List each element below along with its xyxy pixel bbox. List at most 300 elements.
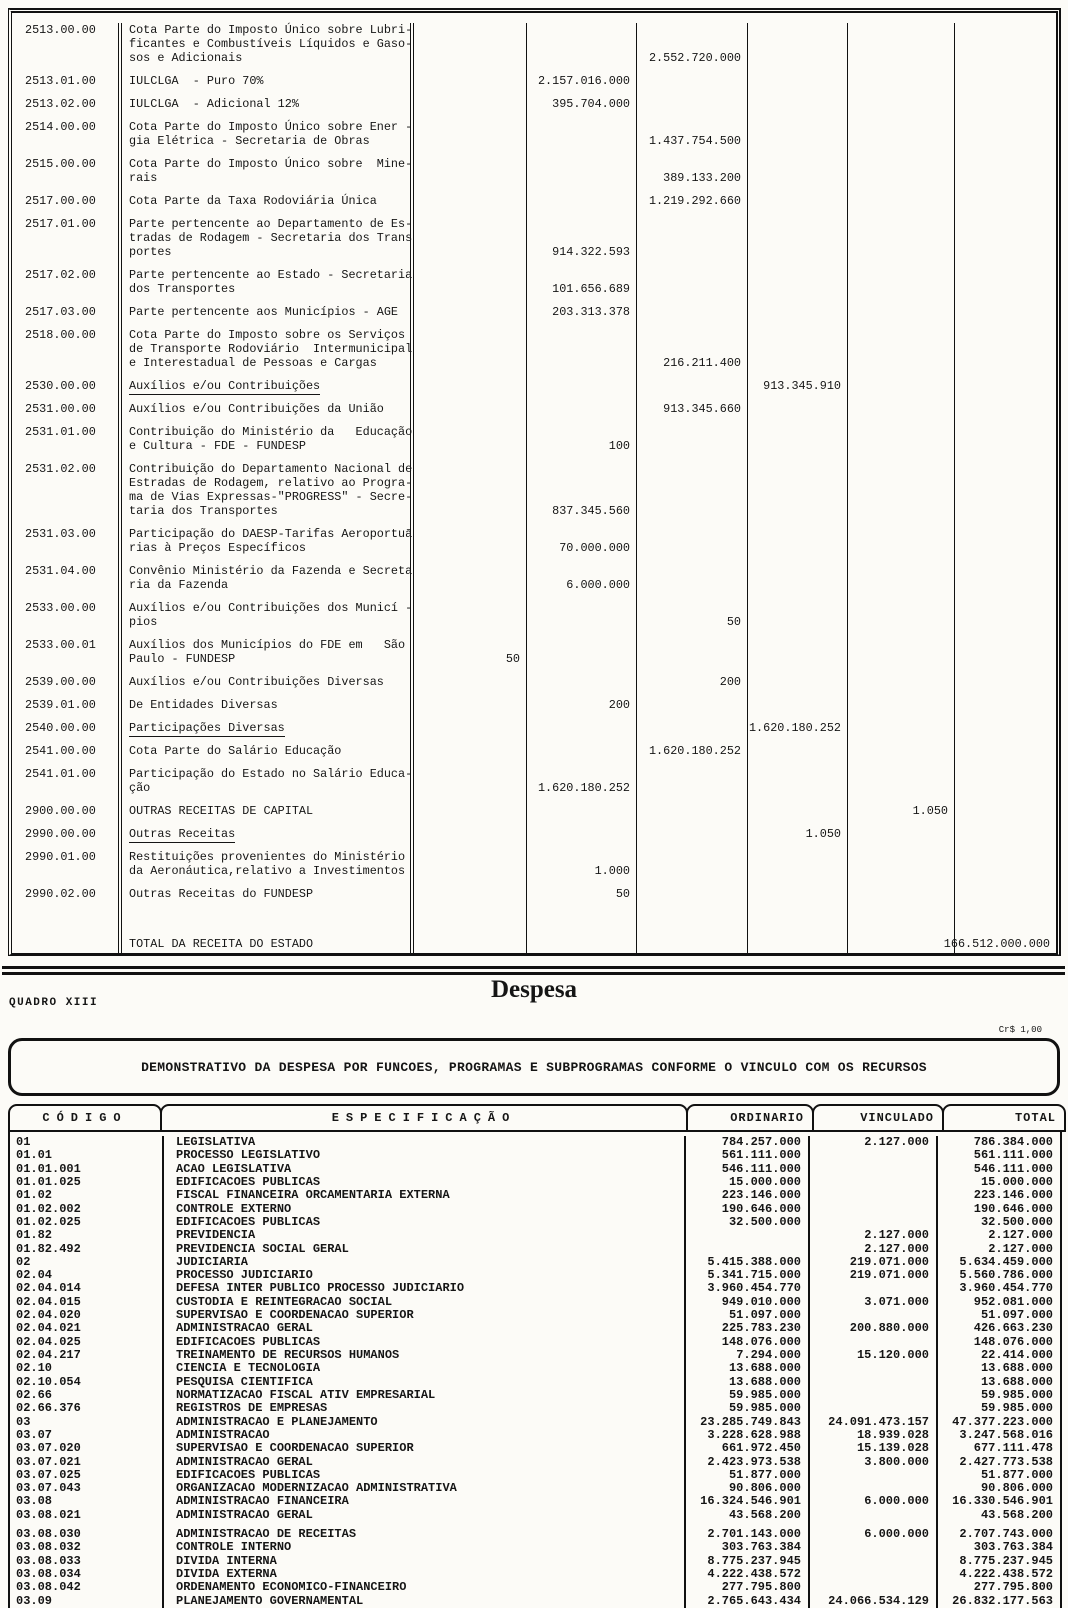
description-cell: [118, 425, 414, 462]
code-cell: [12, 910, 118, 933]
description-line: Parte pertencente ao Departamento de Es-: [129, 217, 413, 231]
amount-cell-col3: [636, 675, 747, 698]
amount-cell-col2: [526, 910, 636, 933]
especificacao-cell: EDIFICACOES PUBLICAS: [162, 1176, 684, 1189]
amount-cell-col2: [526, 120, 636, 157]
amount-cell-col6: [954, 601, 1056, 638]
description-line: dos Transportes: [129, 282, 236, 296]
vinculado-cell: 3.071.000: [808, 1296, 936, 1309]
especificacao-cell: ADMINISTRACAO: [162, 1429, 684, 1442]
code-cell: 2513.00.00: [25, 23, 96, 37]
amount-cell-col2: [526, 887, 636, 910]
amount-cell-col1: [414, 527, 526, 564]
ordinario-cell: 277.795.800: [684, 1581, 808, 1594]
amount-cell-col6: [954, 910, 1056, 933]
amount-cell-col5: [847, 328, 954, 379]
ordinario-cell: 7.294.000: [684, 1349, 808, 1362]
description-cell: [118, 804, 414, 827]
ordinario-cell: 148.076.000: [684, 1336, 808, 1349]
description-line: Parte pertencente ao Estado - Secretaria: [129, 268, 413, 282]
amount-cell-col2: [526, 157, 636, 194]
vinculado-cell: [808, 1509, 936, 1522]
code-cell: 02.04.015: [16, 1294, 81, 1309]
amount-cell-col6: [954, 527, 1056, 564]
vinculado-cell: [808, 1389, 936, 1402]
code-cell: 2531.01.00: [25, 425, 96, 439]
code-cell: 2531.03.00: [25, 527, 96, 541]
especificacao-cell: EDIFICACOES PUBLICAS: [162, 1336, 684, 1349]
total-cell: 952.081.000: [936, 1296, 1060, 1309]
code-cell: 2900.00.00: [25, 804, 96, 818]
amount-cell-col5: [847, 425, 954, 462]
total-cell: 677.111.478: [936, 1442, 1060, 1455]
amount-cell-col4: [747, 97, 847, 120]
amount-cell-col6: [954, 23, 1056, 74]
especificacao-cell: FISCAL FINANCEIRA ORCAMENTARIA EXTERNA: [162, 1189, 684, 1202]
total-cell: 26.832.177.563: [936, 1595, 1060, 1608]
vinculado-cell: 2.127.000: [808, 1229, 936, 1242]
amount-cell-col2: [526, 744, 636, 767]
amount-cell-col3: [636, 268, 747, 305]
amount-cell-col3: [636, 804, 747, 827]
code-cell: 2531.00.00: [25, 402, 96, 416]
amount-cell-col3: [636, 157, 747, 194]
amount-cell-col5: [847, 887, 954, 910]
description-line: [129, 379, 407, 393]
amount-cell-col6: [954, 564, 1056, 601]
description-cell: [118, 910, 414, 933]
description-line: rais: [129, 171, 158, 185]
code-cell: 03.07.025: [16, 1467, 81, 1482]
amount-cell-col5: [847, 217, 954, 268]
description-line: [129, 721, 407, 735]
vinculado-cell: 2.127.000: [808, 1136, 936, 1149]
amount-cell-col6: [954, 425, 1056, 462]
amount-cell-col3: [636, 767, 747, 804]
especificacao-cell: CUSTODIA E REINTEGRACAO SOCIAL: [162, 1296, 684, 1309]
especificacao-cell: SUPERVISAO E COORDENACAO SUPERIOR: [162, 1442, 684, 1455]
amount-cell-col6: [954, 402, 1056, 425]
description-line: Participação do DAESP-Tarifas Aeroportuā: [129, 527, 413, 541]
description-line: da Aeronáutica,relativo a Investimentos: [129, 864, 406, 878]
code-cell: 03.08.021: [16, 1507, 81, 1522]
amount-value: 50: [726, 615, 741, 629]
underlined-text: Outras Receitas: [129, 827, 236, 841]
amount-cell-col3: [636, 97, 747, 120]
code-cell: 01.01.001: [16, 1161, 81, 1176]
amount-cell-col4: [747, 425, 847, 462]
vinculado-cell: 6.000.000: [808, 1522, 936, 1541]
total-cell: 5.634.459.000: [936, 1256, 1060, 1269]
amount-cell-col6: [954, 767, 1056, 804]
description-line: Parte pertencente aos Municípios - AGE: [129, 305, 399, 319]
amount-cell-col1: [414, 827, 526, 850]
description-line: Contribuição do Ministério da Educação: [129, 425, 413, 439]
total-cell: 8.775.237.945: [936, 1555, 1060, 1568]
amount-cell-col4: [747, 462, 847, 527]
especificacao-cell: JUDICIARIA: [162, 1256, 684, 1269]
amount-cell-col2: [526, 328, 636, 379]
code-cell: 2515.00.00: [25, 157, 96, 171]
code-cell: 2517.00.00: [25, 194, 96, 208]
amount-cell-col4: [747, 305, 847, 328]
amount-cell-col6: [954, 217, 1056, 268]
vinculado-cell: 219.071.000: [808, 1269, 936, 1282]
amount-cell-col4: [747, 74, 847, 97]
ordinario-cell: 32.500.000: [684, 1216, 808, 1229]
vinculado-cell: 2.127.000: [808, 1243, 936, 1256]
amount-cell-col4: [747, 698, 847, 721]
vinculado-cell: [808, 1568, 936, 1581]
amount-cell-col6: [954, 120, 1056, 157]
amount-value: 1.620.180.252: [537, 781, 630, 795]
ordinario-cell: 59.985.000: [684, 1389, 808, 1402]
especificacao-cell: ACAO LEGISLATIVA: [162, 1163, 684, 1176]
description-line: Estradas de Rodagem, relativo ao Progra-: [129, 476, 413, 490]
vinculado-cell: [808, 1402, 936, 1415]
total-cell: 277.795.800: [936, 1581, 1060, 1594]
vinculado-cell: [808, 1282, 936, 1295]
ordinario-cell: 546.111.000: [684, 1163, 808, 1176]
vinculado-cell: [808, 1482, 936, 1495]
column-header-ordinario: ORDINARIO: [686, 1104, 814, 1132]
total-cell: 3.960.454.770: [936, 1282, 1060, 1295]
especificacao-cell: TREINAMENTO DE RECURSOS HUMANOS: [162, 1349, 684, 1362]
amount-cell-col6: [954, 638, 1056, 675]
vinculado-cell: 15.120.000: [808, 1349, 936, 1362]
description-line: pios: [129, 615, 158, 629]
amount-cell-col2: [526, 638, 636, 675]
amount-cell-col6: [954, 744, 1056, 767]
ordinario-cell: [684, 1243, 808, 1256]
amount-cell-col3: [636, 194, 747, 217]
description-line: IULCLGA - Puro 70%: [129, 74, 264, 88]
vinculado-cell: 200.880.000: [808, 1322, 936, 1335]
code-cell: 03.09: [16, 1593, 53, 1608]
code-cell: 01.01: [16, 1148, 53, 1163]
vinculado-cell: 18.939.028: [808, 1429, 936, 1442]
amount-cell-col4: [747, 638, 847, 675]
especificacao-cell: EDIFICACOES PUBLICAS: [162, 1469, 684, 1482]
code-cell: 03.08.032: [16, 1540, 81, 1555]
amount-cell-col2: [526, 23, 636, 74]
amount-cell-col6: [954, 675, 1056, 698]
description-cell: [118, 767, 414, 804]
total-cell: 22.414.000: [936, 1349, 1060, 1362]
amount-value: 395.704.000: [552, 97, 630, 111]
ordinario-cell: 51.097.000: [684, 1309, 808, 1322]
amount-cell-col2: [526, 698, 636, 721]
amount-cell-col3: [636, 698, 747, 721]
amount-cell-col6: [954, 328, 1056, 379]
description-line: Convênio Ministério da Fazenda e Secreta: [129, 564, 413, 578]
ordinario-cell: 3.228.628.988: [684, 1429, 808, 1442]
amount-cell-col4: [747, 744, 847, 767]
amount-cell-col5: [847, 721, 954, 744]
description-line: ma de Vias Expressas-"PROGRESS" - Secre-: [129, 490, 413, 504]
amount-cell-col3: [636, 402, 747, 425]
description-line: rias à Preços Específicos: [129, 541, 306, 555]
description-line: Restituições provenientes do Ministério: [129, 850, 406, 864]
amount-value: 1.050: [805, 827, 841, 841]
amount-cell-col3: [636, 850, 747, 887]
amount-cell-col5: [847, 767, 954, 804]
code-cell: 02.04.021: [16, 1321, 81, 1336]
amount-cell-col2: [526, 268, 636, 305]
ordinario-cell: 16.324.546.901: [684, 1495, 808, 1508]
amount-cell-col5: [847, 120, 954, 157]
amount-value: 1.219.292.660: [648, 194, 741, 208]
amount-cell-col5: [847, 698, 954, 721]
especificacao-cell: ADMINISTRACAO GERAL: [162, 1509, 684, 1522]
code-cell: 03.08.033: [16, 1553, 81, 1568]
amount-cell-col6: [954, 97, 1056, 120]
code-cell: 2514.00.00: [25, 120, 96, 134]
description-cell: [118, 675, 414, 698]
description-cell: [118, 462, 414, 527]
amount-cell-col4: [747, 601, 847, 638]
description-cell: [118, 268, 414, 305]
amount-cell-col3: [636, 933, 747, 953]
ordinario-cell: 23.285.749.843: [684, 1416, 808, 1429]
code-cell: 2533.00.00: [25, 601, 96, 615]
amount-cell-col5: [847, 462, 954, 527]
description-line: Auxílios e/ou Contribuições Diversas: [129, 675, 384, 689]
description-cell: [118, 933, 414, 953]
amount-cell-col5: [847, 305, 954, 328]
amount-cell-col3: [636, 910, 747, 933]
code-cell: 01.82.492: [16, 1241, 81, 1256]
amount-value: 50: [505, 652, 520, 666]
vinculado-cell: [808, 1309, 936, 1322]
amount-cell-col4: [747, 194, 847, 217]
amount-cell-col1: [414, 157, 526, 194]
code-cell: 03: [16, 1414, 31, 1429]
amount-cell-col2: [526, 194, 636, 217]
description-cell: [118, 887, 414, 910]
description-cell: [118, 827, 414, 850]
amount-cell-col3: [636, 527, 747, 564]
amount-cell-col1: [414, 74, 526, 97]
total-cell: 59.985.000: [936, 1402, 1060, 1415]
ordinario-cell: 13.688.000: [684, 1376, 808, 1389]
amount-cell-col4: [747, 933, 847, 953]
amount-cell-col5: [847, 74, 954, 97]
amount-value: 200: [719, 675, 741, 689]
amount-value: 216.211.400: [663, 356, 741, 370]
amount-cell-col6: [954, 827, 1056, 850]
especificacao-cell: CONTROLE INTERNO: [162, 1541, 684, 1554]
ordinario-cell: 661.972.450: [684, 1442, 808, 1455]
vinculado-cell: [808, 1203, 936, 1216]
code-cell: 2539.00.00: [25, 675, 96, 689]
description-line: de Transporte Rodoviário Intermunicipal: [129, 342, 413, 356]
total-cell: 13.688.000: [936, 1362, 1060, 1375]
amount-cell-col4: [747, 767, 847, 804]
amount-cell-col3: [636, 744, 747, 767]
amount-value: 1.620.180.252: [748, 721, 841, 735]
description-line: Cota Parte do Salário Educação: [129, 744, 342, 758]
description-line: taria dos Transportes: [129, 504, 278, 518]
code-cell: 2990.00.00: [25, 827, 96, 841]
description-cell: [118, 379, 414, 402]
especificacao-cell: ADMINISTRACAO E PLANEJAMENTO: [162, 1416, 684, 1429]
especificacao-cell: SUPERVISAO E COORDENACAO SUPERIOR: [162, 1309, 684, 1322]
description-cell: [118, 305, 414, 328]
especificacao-cell: ADMINISTRACAO DE RECEITAS: [162, 1522, 684, 1541]
currency-note: Cr$ 1,00: [998, 1025, 1042, 1035]
total-cell: 2.127.000: [936, 1229, 1060, 1242]
description-line: gia Elétrica - Secretaria de Obras: [129, 134, 370, 148]
ordinario-cell: 3.960.454.770: [684, 1282, 808, 1295]
amount-value: 1.437.754.500: [648, 134, 741, 148]
vinculado-cell: [808, 1376, 936, 1389]
amount-cell-col1: [414, 305, 526, 328]
amount-cell-col1: [414, 328, 526, 379]
code-cell: 03.08.030: [16, 1527, 81, 1542]
total-cell: 546.111.000: [936, 1163, 1060, 1176]
amount-value: 389.133.200: [663, 171, 741, 185]
amount-cell-col5: [847, 564, 954, 601]
amount-cell-col5: [847, 194, 954, 217]
amount-cell-col4: [747, 910, 847, 933]
amount-cell-col6: [954, 698, 1056, 721]
amount-cell-col1: [414, 887, 526, 910]
especificacao-cell: NORMATIZACAO FISCAL ATIV EMPRESARIAL: [162, 1389, 684, 1402]
amount-cell-col2: [526, 564, 636, 601]
description-line: Auxílios e/ou Contribuições dos Municí -: [129, 601, 413, 615]
amount-value: 203.313.378: [552, 305, 630, 319]
especificacao-cell: ADMINISTRACAO GERAL: [162, 1322, 684, 1335]
description-line: Participação do Estado no Salário Educa-: [129, 767, 413, 781]
description-line: ficantes e Combustíveis Líquidos e Gaso-: [129, 37, 413, 51]
amount-cell-col6: [954, 887, 1056, 910]
total-cell: 223.146.000: [936, 1189, 1060, 1202]
description-cell: [118, 74, 414, 97]
amount-value: 913.345.660: [663, 402, 741, 416]
receita-table-bottom-border: [2, 966, 1065, 975]
amount-cell-col6: [954, 804, 1056, 827]
amount-value: 837.345.560: [552, 504, 630, 518]
underlined-text: Auxílios e/ou Contribuições: [129, 379, 321, 393]
ordinario-cell: 15.000.000: [684, 1176, 808, 1189]
ordinario-cell: 2.701.143.000: [684, 1522, 808, 1541]
amount-cell-col6: [954, 379, 1056, 402]
column-header-total: TOTAL: [942, 1104, 1066, 1132]
vinculado-cell: [808, 1581, 936, 1594]
amount-cell-col5: [847, 804, 954, 827]
code-cell: 2533.00.01: [25, 638, 96, 652]
total-cell: 786.384.000: [936, 1136, 1060, 1149]
amount-cell-col3: [636, 328, 747, 379]
amount-cell-col2: [526, 305, 636, 328]
code-cell: 01.02: [16, 1188, 53, 1203]
code-cell: 01.82: [16, 1228, 53, 1243]
amount-cell-col2: [526, 850, 636, 887]
despesa-caption-text: DEMONSTRATIVO DA DESPESA POR FUNCOES, PROGRAMAS E SUBPROGRAMAS CONFORME O VINCULO COM OS RECURSOS: [141, 1059, 927, 1075]
code-cell: 2518.00.00: [25, 328, 96, 342]
amount-value: 200: [608, 698, 630, 712]
amount-cell-col5: [847, 268, 954, 305]
amount-cell-col4: [747, 217, 847, 268]
amount-cell-col4: [747, 564, 847, 601]
amount-cell-col1: [414, 23, 526, 74]
despesa-header-row: [8, 1104, 1066, 1132]
code-cell: 02.04: [16, 1268, 53, 1283]
description-line: Auxílios e/ou Contribuições da União: [129, 402, 384, 416]
ordinario-cell: 303.763.384: [684, 1541, 808, 1554]
description-cell: [118, 217, 414, 268]
amount-cell-col1: [414, 217, 526, 268]
amount-cell-col4: [747, 827, 847, 850]
especificacao-cell: LEGISLATIVA: [162, 1136, 684, 1149]
description-line: Contribuição do Departamento Nacional de: [129, 462, 413, 476]
vinculado-cell: 24.091.473.157: [808, 1416, 936, 1429]
amount-cell-col3: [636, 564, 747, 601]
despesa-section-title: Despesa: [490, 976, 578, 1003]
especificacao-cell: PROCESSO LEGISLATIVO: [162, 1149, 684, 1162]
amount-cell-col5: [847, 638, 954, 675]
column-header-vinculado: VINCULADO: [812, 1104, 944, 1132]
code-cell: 2540.00.00: [25, 721, 96, 735]
amount-cell-col2: [526, 675, 636, 698]
especificacao-cell: PLANEJAMENTO GOVERNAMENTAL: [162, 1595, 684, 1608]
description-line: Cota Parte do Imposto sobre os Serviços: [129, 328, 406, 342]
amount-cell-col2: [526, 827, 636, 850]
total-cell: 190.646.000: [936, 1203, 1060, 1216]
amount-value: 101.656.689: [552, 282, 630, 296]
amount-cell-col1: [414, 933, 526, 953]
amount-cell-col5: [847, 402, 954, 425]
amount-cell-col3: [636, 305, 747, 328]
column-header-codigo: CÓDIGO: [8, 1104, 162, 1132]
code-cell: 2539.01.00: [25, 698, 96, 712]
vinculado-cell: 3.800.000: [808, 1456, 936, 1469]
vinculado-cell: [808, 1149, 936, 1162]
amount-cell-col5: [847, 601, 954, 638]
description-line: TOTAL DA RECEITA DO ESTADO: [129, 937, 314, 951]
quadro-label: QUADRO XIII: [9, 997, 99, 1009]
description-cell: [118, 157, 414, 194]
total-cell: 2.707.743.000: [936, 1522, 1060, 1541]
amount-cell-col1: [414, 721, 526, 744]
description-cell: [118, 721, 414, 744]
code-cell: 02.04.014: [16, 1281, 81, 1296]
amount-cell-col1: [414, 804, 526, 827]
amount-cell-col1: [414, 564, 526, 601]
total-cell: 426.663.230: [936, 1322, 1060, 1335]
amount-cell-col1: [414, 675, 526, 698]
amount-value: 913.345.910: [763, 379, 841, 393]
code-cell: 03.07: [16, 1427, 53, 1442]
total-cell: 51.097.000: [936, 1309, 1060, 1322]
amount-cell-col6: [954, 721, 1056, 744]
amount-value: 1.620.180.252: [648, 744, 741, 758]
code-cell: 02.66.376: [16, 1401, 81, 1416]
vinculado-cell: 6.000.000: [808, 1495, 936, 1508]
code-cell: 03.08: [16, 1494, 53, 1509]
code-cell: 2990.01.00: [25, 850, 96, 864]
code-cell: 01.02.002: [16, 1201, 81, 1216]
amount-cell-col2: [526, 462, 636, 527]
description-cell: [118, 194, 414, 217]
amount-cell-col5: [847, 910, 954, 933]
total-cell: 51.877.000: [936, 1469, 1060, 1482]
code-cell: 01.02.025: [16, 1214, 81, 1229]
amount-cell-col2: [526, 601, 636, 638]
code-cell: 2517.02.00: [25, 268, 96, 282]
code-cell: 03.07.043: [16, 1481, 81, 1496]
